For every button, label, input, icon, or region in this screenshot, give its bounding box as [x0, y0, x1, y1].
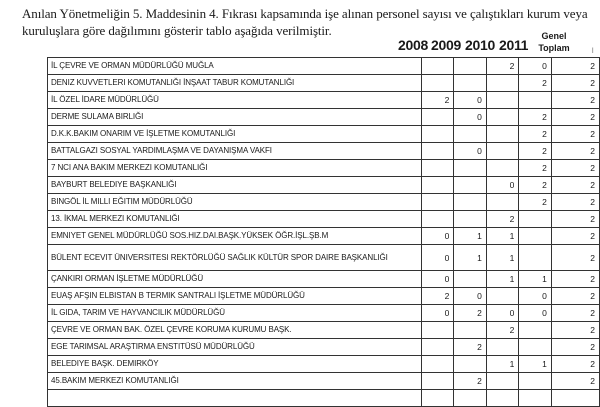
- year-cell-2008: [421, 75, 454, 92]
- year-cell-2009: 0: [454, 109, 487, 126]
- year-cell-2011: 2: [519, 177, 552, 194]
- year-cell-2009: 2: [454, 373, 487, 390]
- year-cell-2010: [486, 75, 519, 92]
- year-cell-2008: 0: [421, 245, 454, 271]
- table-row: [48, 228, 600, 245]
- total-cell: 2: [551, 288, 599, 305]
- total-cell: 2: [551, 228, 599, 245]
- year-cell-2008: [421, 58, 454, 75]
- year-cell-2010: 2: [486, 58, 519, 75]
- year-cell-2009: [454, 390, 487, 407]
- year-cell-2009: 2: [454, 339, 487, 356]
- personnel-table-body: [48, 58, 600, 407]
- year-cell-2010: [486, 160, 519, 177]
- total-cell: 2: [551, 322, 599, 339]
- institution-name-cell: BINGÖL İL MILLI EĞITIM MÜDÜRLÜĞÜ: [48, 194, 422, 211]
- year-cell-2009: [454, 194, 487, 211]
- year-cell-2010: 0: [486, 177, 519, 194]
- year-cell-2011: 1: [519, 271, 552, 288]
- year-cell-2011: [519, 339, 552, 356]
- year-cell-2011: 2: [519, 160, 552, 177]
- year-cell-2010: 0: [486, 305, 519, 322]
- year-cell-2008: 0: [421, 271, 454, 288]
- total-cell: 2: [551, 177, 599, 194]
- year-cell-2009: [454, 356, 487, 373]
- table-row: [48, 305, 600, 322]
- year-cell-2009: 2: [454, 305, 487, 322]
- institution-name-cell: BAYBURT BELEDIYE BAŞKANLIĞI: [48, 177, 422, 194]
- institution-name-cell: İL ÇEVRE VE ORMAN MÜDÜRLÜĞÜ MUĞLA: [48, 58, 422, 75]
- institution-name-cell: EMNIYET GENEL MÜDÜRLÜĞÜ SOS.HIZ.DAI.BAŞK.YÜKSEK ÖĞR.İŞL.ŞB.M: [48, 228, 422, 245]
- year-cell-2011: [519, 92, 552, 109]
- side-mark: l: [592, 48, 594, 55]
- year-cell-2008: 0: [421, 305, 454, 322]
- year-cell-2011: [519, 245, 552, 271]
- year-cell-2010: [486, 390, 519, 407]
- year-cell-2008: [421, 339, 454, 356]
- year-header-2009: 2009: [431, 37, 461, 53]
- table-row: [48, 109, 600, 126]
- total-cell: 2: [551, 75, 599, 92]
- year-cell-2010: [486, 143, 519, 160]
- year-cell-2010: [486, 373, 519, 390]
- institution-name-cell: DERME SULAMA BIRLIĞI: [48, 109, 422, 126]
- total-cell: 2: [551, 58, 599, 75]
- table-row: [48, 58, 600, 75]
- year-cell-2009: 0: [454, 92, 487, 109]
- total-header-line1: Genel: [541, 31, 567, 41]
- institution-name-cell: D.K.K.BAKIM ONARIM VE İŞLETME KOMUTANLIĞI: [48, 126, 422, 143]
- personnel-table: [47, 57, 600, 407]
- year-cell-2008: [421, 322, 454, 339]
- table-row: [48, 288, 600, 305]
- institution-name-cell: ÇEVRE VE ORMAN BAK. ÖZEL ÇEVRE KORUMA KURUMU BAŞK.: [48, 322, 422, 339]
- table-row: [48, 322, 600, 339]
- year-cell-2011: 0: [519, 305, 552, 322]
- institution-name-cell: İL ÖZEL İDARE MÜDÜRLÜĞÜ: [48, 92, 422, 109]
- table-row: [48, 245, 600, 271]
- year-cell-2009: 0: [454, 143, 487, 160]
- year-cell-2011: 2: [519, 194, 552, 211]
- year-cell-2009: 1: [454, 245, 487, 271]
- table-row: [48, 271, 600, 288]
- year-cell-2010: [486, 339, 519, 356]
- total-cell: 2: [551, 160, 599, 177]
- year-cell-2011: 0: [519, 58, 552, 75]
- institution-name-cell: BATTALGAZI SOSYAL YARDIMLAŞMA VE DAYANIŞMA VAKFI: [48, 143, 422, 160]
- year-cell-2009: [454, 322, 487, 339]
- institution-name-cell: ÇANKIRI ORMAN İŞLETME MÜDÜRLÜĞÜ: [48, 271, 422, 288]
- year-cell-2011: [519, 228, 552, 245]
- total-cell: 2: [551, 211, 599, 228]
- year-cell-2011: 0: [519, 288, 552, 305]
- total-cell: 2: [551, 271, 599, 288]
- table-row: [48, 177, 600, 194]
- year-cell-2010: [486, 126, 519, 143]
- table-row: [48, 75, 600, 92]
- year-cell-2011: 2: [519, 126, 552, 143]
- table-row: [48, 92, 600, 109]
- year-cell-2008: [421, 356, 454, 373]
- year-cell-2009: [454, 160, 487, 177]
- year-cell-2010: 2: [486, 211, 519, 228]
- table-row: [48, 373, 600, 390]
- year-cell-2011: [519, 390, 552, 407]
- year-cell-2008: [421, 211, 454, 228]
- year-header-2011: 2011: [499, 37, 529, 53]
- year-cell-2008: 2: [421, 288, 454, 305]
- total-cell: 2: [551, 126, 599, 143]
- year-cell-2008: [421, 194, 454, 211]
- table-row: [48, 356, 600, 373]
- year-cell-2008: [421, 126, 454, 143]
- year-cell-2008: 2: [421, 92, 454, 109]
- total-cell: 2: [551, 109, 599, 126]
- year-cell-2009: [454, 75, 487, 92]
- year-header-2008: 2008: [398, 37, 428, 53]
- total-cell: 2: [551, 305, 599, 322]
- year-cell-2009: 1: [454, 228, 487, 245]
- year-cell-2009: 0: [454, 288, 487, 305]
- year-cell-2008: 0: [421, 228, 454, 245]
- total-cell: 2: [551, 339, 599, 356]
- institution-name-cell: 13. İKMAL MERKEZI KOMUTANLIĞI: [48, 211, 422, 228]
- institution-name-cell: EUAŞ AFŞIN ELBISTAN B TERMIK SANTRALI İŞLETME MÜDÜRLÜĞÜ: [48, 288, 422, 305]
- total-cell: 2: [551, 92, 599, 109]
- year-cell-2010: [486, 194, 519, 211]
- year-cell-2011: [519, 211, 552, 228]
- table-row: [48, 126, 600, 143]
- year-cell-2011: 1: [519, 356, 552, 373]
- total-cell: 2: [551, 356, 599, 373]
- institution-name-cell: İL GIDA, TARIM VE HAYVANCILIK MÜDÜRLÜĞÜ: [48, 305, 422, 322]
- institution-name-cell: 7 NCI ANA BAKIM MERKEZI KOMUTANLIĞI: [48, 160, 422, 177]
- year-cell-2011: 2: [519, 109, 552, 126]
- institution-name-cell: 45.BAKIM MERKEZI KOMUTANLIĞI: [48, 373, 422, 390]
- total-cell: 2: [551, 373, 599, 390]
- year-cell-2008: [421, 143, 454, 160]
- year-cell-2009: [454, 58, 487, 75]
- institution-name-cell: EGE TARIMSAL ARAŞTIRMA ENSTITÜSÜ MÜDÜRLÜĞÜ: [48, 339, 422, 356]
- table-row: [48, 339, 600, 356]
- year-cell-2010: 2: [486, 322, 519, 339]
- table-row: [48, 194, 600, 211]
- institution-name-cell: DENIZ KUVVETLERI KOMUTANLIĞI İNŞAAT TABUR KOMUTANLIĞI: [48, 75, 422, 92]
- year-cell-2008: [421, 390, 454, 407]
- year-cell-2008: [421, 177, 454, 194]
- table-row: [48, 390, 600, 407]
- year-cell-2009: [454, 177, 487, 194]
- institution-name-cell: [48, 390, 422, 407]
- year-cell-2008: [421, 109, 454, 126]
- year-cell-2011: [519, 322, 552, 339]
- table-row: [48, 211, 600, 228]
- table-row: [48, 143, 600, 160]
- year-header-2010: 2010: [465, 37, 495, 53]
- total-cell: 2: [551, 194, 599, 211]
- institution-name-cell: BÜLENT ECEVIT ÜNIVERSITESI REKTÖRLÜĞÜ SAĞLIK KÜLTÜR SPOR DAIRE BAŞKANLIĞI: [48, 245, 422, 271]
- total-cell: 2: [551, 143, 599, 160]
- total-header-line2: Toplam: [538, 43, 570, 53]
- year-cell-2010: [486, 92, 519, 109]
- year-cell-2011: 2: [519, 143, 552, 160]
- total-cell: 2: [551, 245, 599, 271]
- year-cell-2009: [454, 126, 487, 143]
- year-cell-2008: [421, 160, 454, 177]
- total-cell: [551, 390, 599, 407]
- year-cell-2009: [454, 211, 487, 228]
- year-cell-2010: [486, 288, 519, 305]
- year-cell-2010: 1: [486, 356, 519, 373]
- institution-name-cell: BELEDIYE BAŞK. DEMIRKÖY: [48, 356, 422, 373]
- year-cell-2009: [454, 271, 487, 288]
- intro-paragraph: Anılan Yönetmeliğin 5. Maddesinin 4. Fıkrası kapsamında işe alınan personel sayısı ve çalıştıkları kurum veya kuruluşlara göre dağılımını gösterir tablo aşağıda verilmiştir.: [22, 6, 588, 38]
- year-cell-2008: [421, 373, 454, 390]
- year-cell-2010: 1: [486, 228, 519, 245]
- year-cell-2011: [519, 373, 552, 390]
- table-row: [48, 160, 600, 177]
- year-cell-2010: 1: [486, 271, 519, 288]
- year-cell-2010: 1: [486, 245, 519, 271]
- year-cell-2010: [486, 109, 519, 126]
- year-cell-2011: 2: [519, 75, 552, 92]
